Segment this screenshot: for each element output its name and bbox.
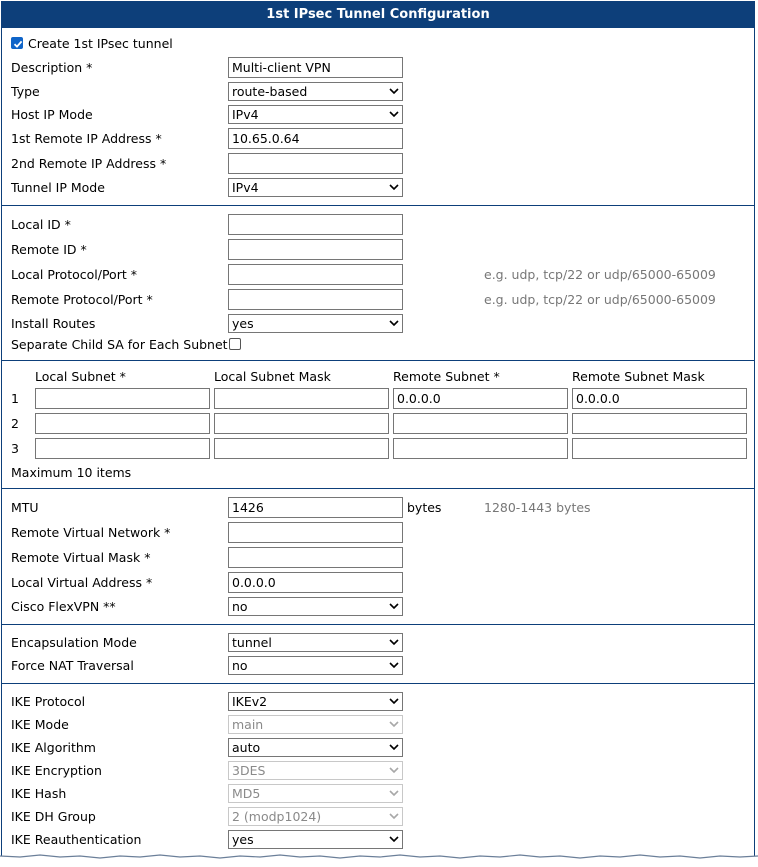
remote-subnet-input[interactable] [393,413,568,434]
ike-algorithm-select[interactable] [228,738,403,757]
remote-proto-label: Remote Protocol/Port * [11,292,153,307]
remote-subnet-input[interactable]: 0.0.0.0 [393,388,568,409]
local-subnet-input[interactable] [35,388,210,409]
create-tunnel-checkbox[interactable] [11,37,23,49]
separate-child-sa-label: Separate Child SA for Each Subnet [11,337,228,352]
ike-reauthentication-select[interactable] [228,830,403,849]
remote-subnet-mask-input[interactable] [572,413,747,434]
mtu-label: MTU [11,500,39,515]
ike-protocol-select[interactable] [228,692,403,711]
ike-hash-label: IKE Hash [11,786,67,801]
section-divider [1,624,755,625]
chevron-down-icon [389,788,399,798]
cisco-flexvpn-label: Cisco FlexVPN ** [11,599,116,614]
chevron-down-icon [389,811,399,821]
chevron-down-icon [389,109,399,119]
ike-encryption-select [228,761,403,780]
col-header-local-subnet: Local Subnet * [35,369,126,384]
chevron-down-icon [389,182,399,192]
chevron-down-icon [389,601,399,611]
ike-hash-value: MD5 [232,786,261,801]
col-header-remote-subnet: Remote Subnet * [393,369,500,384]
section-divider [1,205,755,206]
chevron-down-icon [389,765,399,775]
ike-dh-group-value: 2 (modp1024) [232,809,322,824]
encapsulation-mode-label: Encapsulation Mode [11,635,137,650]
description-label: Description * [11,60,93,75]
chevron-down-icon [389,742,399,752]
local-id-input[interactable] [228,214,403,235]
type-select[interactable] [228,82,403,101]
local-id-label: Local ID * [11,217,71,232]
subnet-limit-note: Maximum 10 items [11,465,132,480]
ike-algorithm-label: IKE Algorithm [11,740,96,755]
cisco-flexvpn-value: no [232,599,248,614]
remote-virtual-network-input[interactable] [228,522,403,543]
remote-subnet-mask-input[interactable] [572,438,747,459]
torn-edge [0,848,758,867]
remote-virtual-mask-input[interactable] [228,547,403,568]
ike-encryption-value: 3DES [232,763,266,778]
local-subnet-input[interactable] [35,413,210,434]
chevron-down-icon [389,660,399,670]
col-header-local-subnet-mask: Local Subnet Mask [214,369,331,384]
ike-hash-select [228,784,403,803]
remote-virtual-network-label: Remote Virtual Network * [11,525,171,540]
ike-mode-value: main [232,717,264,732]
local-proto-input[interactable] [228,264,403,285]
local-subnet-mask-input[interactable] [214,413,389,434]
ike-reauthentication-value: yes [232,832,254,847]
host-ip-mode-select[interactable] [228,105,403,124]
checkmark-icon [12,38,24,50]
ike-algorithm-value: auto [232,740,261,755]
ike-mode-select [228,715,403,734]
tunnel-ip-mode-label: Tunnel IP Mode [11,180,105,195]
remote-ip-2-label: 2nd Remote IP Address * [11,156,167,171]
description-input[interactable]: Multi-client VPN [228,57,403,78]
force-nat-label: Force NAT Traversal [11,658,134,673]
panel-title: 1st IPsec Tunnel Configuration [1,1,755,28]
section-divider [1,488,755,489]
subnet-row-number: 1 [11,391,19,406]
remote-ip-1-label: 1st Remote IP Address * [11,131,162,146]
local-virtual-address-input[interactable]: 0.0.0.0 [228,572,403,593]
encapsulation-mode-value: tunnel [232,635,272,650]
host-ip-mode-label: Host IP Mode [11,107,93,122]
section-divider [1,360,755,361]
chevron-down-icon [389,719,399,729]
remote-id-input[interactable] [228,239,403,260]
remote-ip-1-input[interactable]: 10.65.0.64 [228,128,403,149]
tunnel-ip-mode-value: IPv4 [232,180,259,195]
local-subnet-input[interactable] [35,438,210,459]
remote-subnet-mask-input[interactable]: 0.0.0.0 [572,388,747,409]
chevron-down-icon [389,696,399,706]
ike-dh-group-select [228,807,403,826]
col-header-remote-subnet-mask: Remote Subnet Mask [572,369,705,384]
chevron-down-icon [389,86,399,96]
ike-mode-label: IKE Mode [11,717,69,732]
section-divider [1,683,755,684]
mtu-unit: bytes [407,500,442,515]
cisco-flexvpn-select[interactable] [228,597,403,616]
install-routes-value: yes [232,316,254,331]
type-label: Type [11,84,40,99]
create-tunnel-label: Create 1st IPsec tunnel [28,36,173,51]
subnet-row-number: 2 [11,416,19,431]
remote-proto-input[interactable] [228,289,403,310]
force-nat-select[interactable] [228,656,403,675]
ike-protocol-value: IKEv2 [232,694,268,709]
ike-reauthentication-label: IKE Reauthentication [11,832,142,847]
ike-protocol-label: IKE Protocol [11,694,86,709]
separate-child-sa-checkbox[interactable] [229,338,241,350]
subnet-row-number: 3 [11,441,19,456]
remote-virtual-mask-label: Remote Virtual Mask * [11,550,151,565]
local-proto-label: Local Protocol/Port * [11,267,137,282]
install-routes-select[interactable] [228,314,403,333]
install-routes-label: Install Routes [11,316,96,331]
force-nat-value: no [232,658,248,673]
local-proto-hint: e.g. udp, tcp/22 or udp/65000-65009 [484,267,716,282]
chevron-down-icon [389,318,399,328]
mtu-input[interactable]: 1426 [228,497,403,518]
host-ip-mode-value: IPv4 [232,107,259,122]
ike-encryption-label: IKE Encryption [11,763,102,778]
mtu-hint: 1280-1443 bytes [484,500,591,515]
local-subnet-mask-input[interactable] [214,388,389,409]
ike-dh-group-label: IKE DH Group [11,809,96,824]
tunnel-ip-mode-select[interactable] [228,178,403,197]
local-virtual-address-label: Local Virtual Address * [11,575,153,590]
remote-ip-2-input[interactable] [228,153,403,174]
remote-subnet-input[interactable] [393,438,568,459]
remote-proto-hint: e.g. udp, tcp/22 or udp/65000-65009 [484,292,716,307]
local-subnet-mask-input[interactable] [214,438,389,459]
type-select-value: route-based [232,84,308,99]
remote-id-label: Remote ID * [11,242,87,257]
chevron-down-icon [389,637,399,647]
chevron-down-icon [389,834,399,844]
encapsulation-mode-select[interactable] [228,633,403,652]
